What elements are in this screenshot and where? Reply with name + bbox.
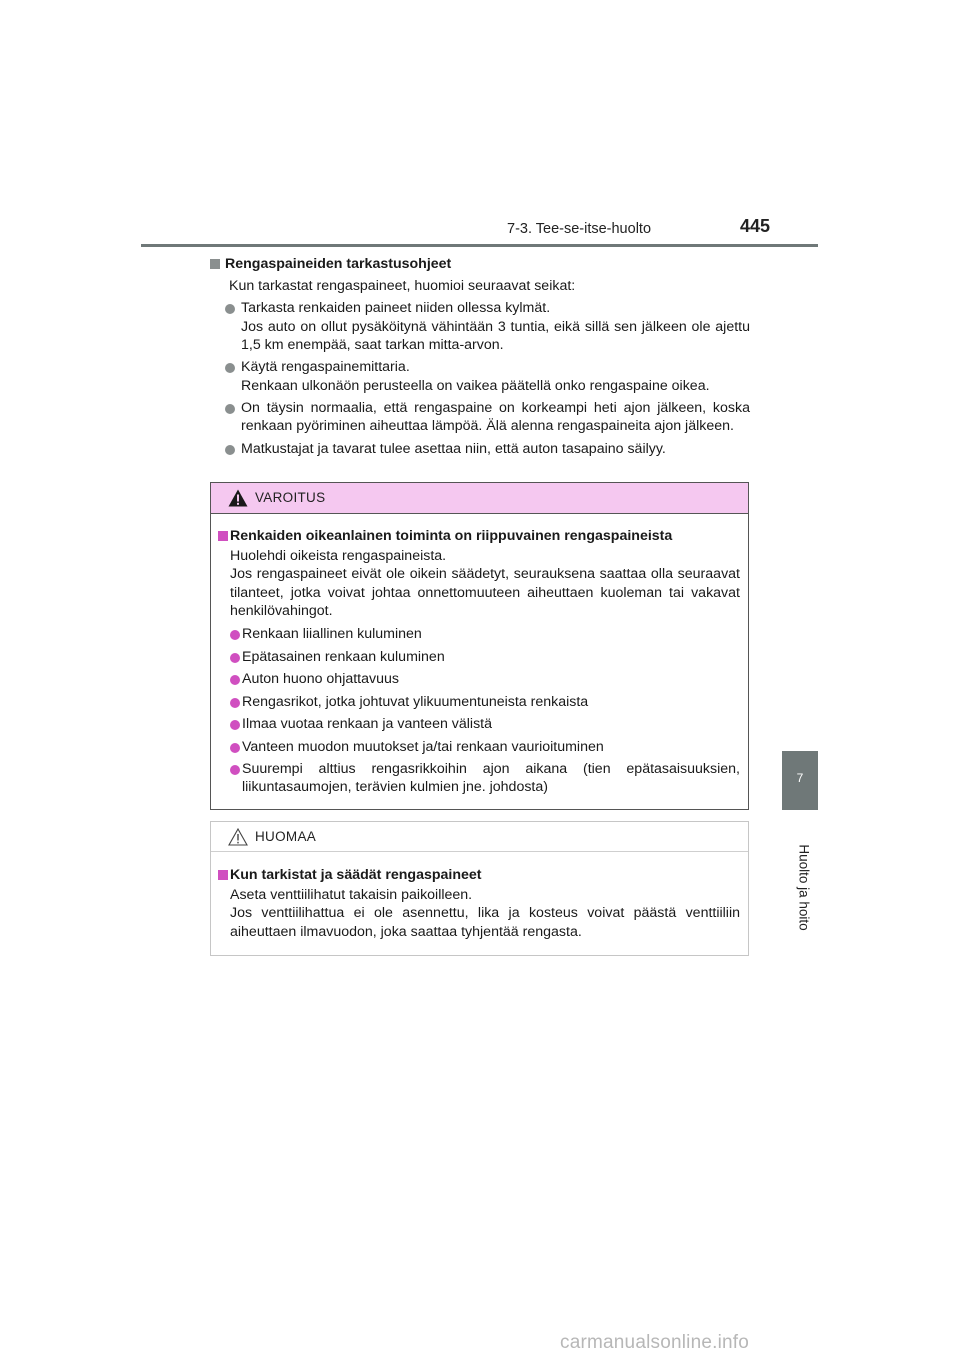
warning-list: [218, 625, 740, 796]
list-item: Tarkasta renkaiden paineet niiden ollessa kylmät. Jos auto on ollut pysäköitynä vähintään 3 tuntia, eikä sillä sen jälkeen ole ajettu 1,5 km enempää, saat tarkan mitta-arvon.: [210, 299, 750, 354]
notice-header: [211, 822, 748, 852]
round-bullet-icon: [230, 720, 240, 730]
round-bullet-icon: [225, 445, 235, 455]
section-intro: Kun tarkastat rengaspaineet, huomioi seuraavat seikat:: [229, 278, 576, 295]
round-bullet-icon: [230, 743, 240, 753]
running-header-section: 7-3. Tee-se-itse-huolto: [507, 221, 652, 237]
notice-heading: Kun tarkistat ja säädät rengaspaineet: [218, 866, 740, 884]
section-heading: Rengaspaineiden tarkastusohjeet: [210, 255, 750, 273]
notice-body: [211, 852, 748, 941]
square-bullet-icon: [218, 531, 228, 541]
list-item: Auton huono ohjattavuus: [218, 670, 740, 688]
main-section: [210, 255, 750, 462]
page-number: 445: [740, 216, 771, 236]
site-watermark: carmanualsonline.info: [560, 1332, 750, 1353]
list-item: Epätasainen renkaan kuluminen: [218, 648, 740, 666]
round-bullet-icon: [225, 404, 235, 414]
round-bullet-icon: [230, 698, 240, 708]
round-bullet-icon: [225, 363, 235, 373]
warning-intro: Huolehdi oikeista rengaspaineista. Jos rengaspaineet eivät ole oikein säädetyt, seurauksena saattaa olla seuraavat tilanteet, jotka voivat johtaa onnettomuuteen aiheuttaen kuoleman tai vakavat henkilövahingot.: [230, 548, 740, 619]
round-bullet-icon: [230, 675, 240, 685]
notice-label: HUOMAA: [255, 829, 317, 844]
round-bullet-icon: [230, 653, 240, 663]
chapter-title: Huolto ja hoito: [796, 844, 812, 931]
square-bullet-icon: [210, 259, 220, 269]
chapter-tab: [782, 751, 818, 810]
list-item: Rengasrikot, jotka johtuvat ylikuumentuneista renkaista: [218, 693, 740, 711]
list-item: Suurempi alttius rengasrikkoihin ajon aikana (tien epätasaisuuksien, liikuntasaumojen, terävien kulmien jne. johdosta): [218, 760, 740, 796]
warning-box: [210, 482, 749, 810]
warning-body: [211, 514, 748, 796]
chapter-number: 7: [796, 771, 804, 785]
list-item: Vanteen muodon muutokset ja/tai renkaan vaurioituminen: [218, 738, 740, 756]
checklist: [210, 299, 750, 458]
warning-triangle-icon: [228, 489, 248, 507]
list-item: Matkustajat ja tavarat tulee asettaa niin, että auton tasapaino säilyy.: [210, 440, 750, 458]
warning-label: VAROITUS: [255, 490, 326, 505]
list-item: On täysin normaalia, että rengaspaine on korkeampi heti ajon jälkeen, koska renkaan pyöriminen aiheuttaa lämpöä. Älä alenna rengaspaineita ajon jälkeen.: [210, 399, 750, 435]
notice-box: [210, 821, 749, 956]
square-bullet-icon: [218, 870, 228, 880]
round-bullet-icon: [230, 765, 240, 775]
list-item: Ilmaa vuotaa renkaan ja vanteen välistä: [218, 715, 740, 733]
notice-intro: Aseta venttiilihatut takaisin paikoilleen. Jos venttiilihattua ei ole asennettu, lika ja kosteus voivat päästä venttiiliin aiheuttaen ilmavuodon, joka saattaa tyhjentää rengasta.: [230, 887, 740, 940]
list-item: Renkaan liiallinen kuluminen: [218, 625, 740, 643]
list-item: Käytä rengaspainemittaria. Renkaan ulkonäön perusteella on vaikea päätellä onko rengaspaine oikea.: [210, 358, 750, 394]
round-bullet-icon: [230, 630, 240, 640]
caution-outline-icon: [228, 828, 248, 846]
round-bullet-icon: [225, 304, 235, 314]
warning-heading: Renkaiden oikeanlainen toiminta on riippuvainen rengaspaineista: [218, 527, 740, 545]
header-rule: [141, 244, 818, 247]
warning-header: [211, 483, 748, 514]
